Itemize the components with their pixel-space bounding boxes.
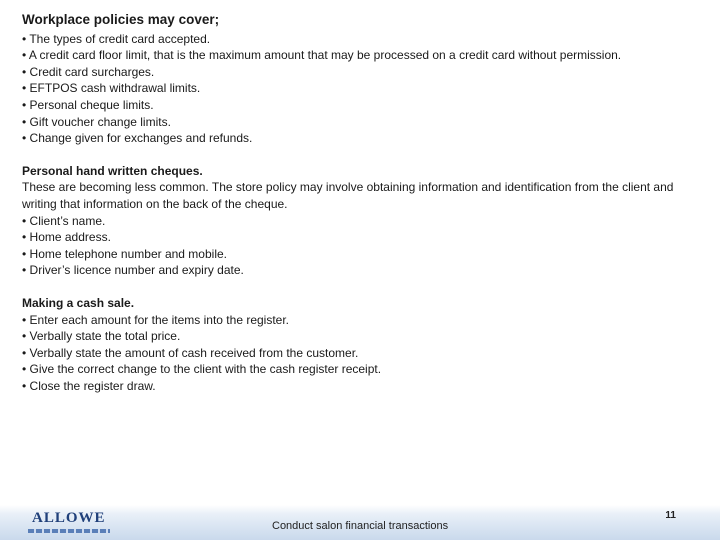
slide-footer <box>0 505 720 540</box>
spacer <box>22 279 702 295</box>
allowe-logo <box>28 510 110 536</box>
list-item: • Credit card surcharges. <box>22 64 155 79</box>
list-item: • Client’s name. <box>22 213 106 228</box>
list-item: • Home address. <box>22 230 111 245</box>
spacer <box>22 147 702 163</box>
list-item: • Home telephone number and mobile. <box>22 246 227 261</box>
page-number: 11 <box>665 510 676 521</box>
logo-stripe <box>28 529 110 533</box>
list-item: • Driver’s licence number and expiry date. <box>22 263 244 278</box>
list-item: • Enter each amount for the items into the register. <box>22 312 290 327</box>
section-heading-cash-sale: Making a cash sale. <box>22 295 135 310</box>
list-item: • Change given for exchanges and refunds. <box>22 131 253 146</box>
logo-text: ALLOWE <box>32 510 106 526</box>
list-item: • Verbally state the amount of cash received from the customer. <box>22 345 359 360</box>
slide-content <box>22 12 702 394</box>
list-item: • EFTPOS cash withdrawal limits. <box>22 81 201 96</box>
list-item: • Personal cheque limits. <box>22 97 154 112</box>
page-title: Workplace policies may cover; <box>22 12 220 27</box>
list-item: • Verbally state the total price. <box>22 329 181 344</box>
section-heading-cheques: Personal hand written cheques. <box>22 163 203 178</box>
section-intro-cheques: These are becoming less common. The store policy may involve obtaining information and identification from the client and writing that information on the back of the cheque. <box>22 180 674 211</box>
list-item: • A credit card floor limit, that is the maximum amount that may be processed on a credit card without permission. <box>22 48 622 63</box>
list-item: • Gift voucher change limits. <box>22 114 171 129</box>
list-item: • The types of credit card accepted. <box>22 31 211 46</box>
list-item: • Give the correct change to the client with the cash register receipt. <box>22 362 382 377</box>
list-item: • Close the register draw. <box>22 378 156 393</box>
footer-caption: Conduct salon financial transactions <box>272 520 449 532</box>
